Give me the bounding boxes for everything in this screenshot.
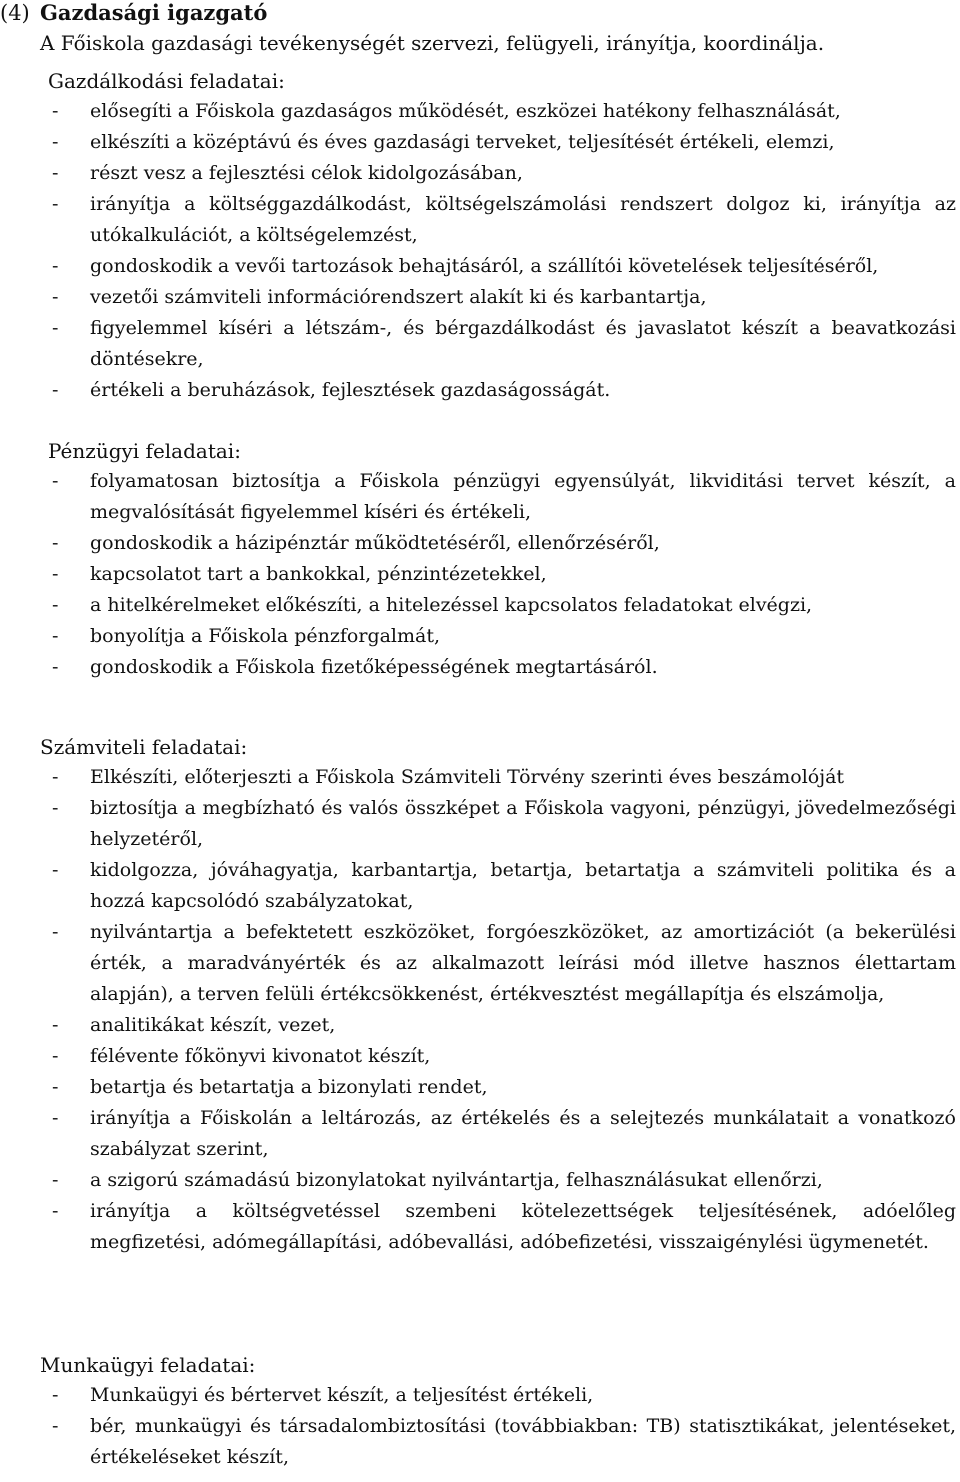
item-text: nyilvántartja a befektetett eszközöket, forgóeszközöket, az amortizációt (a bekerülési érték, a maradványérték és az alkalmazott leírási mód illetve hasznos élettartam alapján), a terven felüli értékcsökkenést, értékvesztést megállapítja és elszámolja,	[90, 921, 956, 1005]
item-text: analitikákat készít, vezet,	[90, 1014, 336, 1036]
bullet-dash: -	[52, 532, 59, 554]
list-item	[0, 917, 960, 1010]
bullet-dash: -	[52, 625, 59, 647]
item-text: elősegíti a Főiskola gazdaságos működését, eszközei hatékony felhasználását,	[90, 100, 841, 122]
item-text: Elkészíti, előterjeszti a Főiskola Számviteli Törvény szerinti éves beszámolóját	[90, 766, 845, 788]
bullet-dash: -	[52, 921, 59, 943]
list-item	[0, 251, 960, 282]
list-item	[0, 621, 960, 652]
section-title: Gazdasági igazgató	[40, 0, 268, 25]
bullet-dash: -	[52, 470, 59, 492]
bullet-dash: -	[52, 1415, 59, 1437]
list-item	[0, 1103, 960, 1165]
list-item	[0, 313, 960, 375]
item-text: félévente főkönyvi kivonatot készít,	[90, 1045, 431, 1067]
list-item	[0, 1010, 960, 1041]
list-item	[0, 762, 960, 793]
bullet-dash: -	[52, 594, 59, 616]
section-gazdalkodasi	[0, 66, 960, 406]
list-item	[0, 127, 960, 158]
bullet-dash: -	[52, 1014, 59, 1036]
list-item	[0, 855, 960, 917]
list-item	[0, 528, 960, 559]
bullet-dash: -	[52, 100, 59, 122]
list-item	[0, 282, 960, 313]
bullet-dash: -	[52, 317, 59, 339]
bullet-dash: -	[52, 1045, 59, 1067]
bullet-dash: -	[52, 131, 59, 153]
item-text: irányítja a költségvetéssel szembeni kötelezettségek teljesítésének, adóelőleg megfizetési, adómegállapítási, adóbevallási, adóbefizetési, visszaigénylési ügymenetét.	[90, 1200, 956, 1253]
list-item	[0, 466, 960, 528]
bullet-dash: -	[52, 797, 59, 819]
list-item	[0, 1380, 960, 1411]
item-text: kidolgozza, jóváhagyatja, karbantartja, betartja, betartatja a számviteli politika és a hozzá kapcsolódó szabályzatokat,	[90, 859, 956, 912]
list-item	[0, 1196, 960, 1258]
bullet-dash: -	[52, 563, 59, 585]
bullet-dash: -	[52, 1107, 59, 1129]
bullet-dash: -	[52, 1169, 59, 1191]
list-item	[0, 96, 960, 127]
item-text: irányítja a költséggazdálkodást, költségelszámolási rendszert dolgoz ki, irányítja az utókalkulációt, a költségelemzést,	[90, 193, 956, 246]
section-number: (4)	[0, 1, 30, 25]
item-text: figyelemmel kíséri a létszám-, és bérgazdálkodást és javaslatot készít a beavatkozási döntésekre,	[90, 317, 956, 370]
subsection-title: Gazdálkodási feladatai:	[48, 69, 285, 93]
intro-paragraph: A Főiskola gazdasági tevékenységét szervezi, felügyeli, irányítja, koordinálja.	[40, 31, 825, 55]
item-text: bonyolítja a Főiskola pénzforgalmát,	[90, 625, 441, 647]
subsection-title: Munkaügyi feladatai:	[40, 1353, 256, 1377]
subsection-title: Pénzügyi feladatai:	[48, 439, 241, 463]
item-text: folyamatosan biztosítja a Főiskola pénzügyi egyensúlyát, likviditási tervet készít, a megvalósítását figyelemmel kíséri és értékeli,	[90, 470, 956, 523]
bullet-dash: -	[52, 656, 59, 678]
list-item	[0, 1041, 960, 1072]
list-item	[0, 559, 960, 590]
bullet-dash: -	[52, 859, 59, 881]
item-text: biztosítja a megbízható és valós összképet a Főiskola vagyoni, pénzügyi, jövedelmezőségi helyzetéről,	[90, 797, 956, 850]
bullet-dash: -	[52, 162, 59, 184]
list-item	[0, 793, 960, 855]
bullet-dash: -	[52, 1076, 59, 1098]
list-item	[0, 1411, 960, 1473]
item-text: betartja és betartatja a bizonylati rendet,	[90, 1076, 488, 1098]
task-list	[0, 466, 960, 683]
list-item	[0, 158, 960, 189]
list-item	[0, 189, 960, 251]
section-munkaugyi	[0, 1350, 960, 1473]
task-list	[0, 762, 960, 1258]
list-item	[0, 590, 960, 621]
item-text: gondoskodik a házipénztár működtetéséről, ellenőrzéséről,	[90, 532, 660, 554]
item-text: kapcsolatot tart a bankokkal, pénzintézetekkel,	[90, 563, 547, 585]
section-heading	[0, 0, 267, 26]
subsection-title: Számviteli feladatai:	[40, 735, 248, 759]
item-text: értékeli a beruházások, fejlesztések gazdaságosságát.	[90, 379, 611, 401]
bullet-dash: -	[52, 379, 59, 401]
bullet-dash: -	[52, 255, 59, 277]
item-text: gondoskodik a Főiskola fizetőképességének megtartásáról.	[90, 656, 658, 678]
item-text: irányítja a Főiskolán a leltározás, az értékelés és a selejtezés munkálatait a vonatkozó szabályzat szerint,	[90, 1107, 956, 1160]
item-text: a szigorú számadású bizonylatokat nyilvántartja, felhasználásukat ellenőrzi,	[90, 1169, 823, 1191]
item-text: Munkaügyi és bértervet készít, a teljesítést értékeli,	[90, 1384, 594, 1406]
section-szamviteli	[0, 732, 960, 1258]
list-item	[0, 652, 960, 683]
item-text: vezetői számviteli információrendszert alakít ki és karbantartja,	[90, 286, 707, 308]
section-penzugyi	[0, 436, 960, 683]
item-text: bér, munkaügyi és társadalombiztosítási (továbbiakban: TB) statisztikákat, jelentéseket, értékeléseket készít,	[90, 1415, 956, 1468]
item-text: gondoskodik a vevői tartozások behajtásáról, a szállítói követelések teljesítéséről,	[90, 255, 879, 277]
bullet-dash: -	[52, 766, 59, 788]
list-item	[0, 1072, 960, 1103]
item-text: részt vesz a fejlesztési célok kidolgozásában,	[90, 162, 523, 184]
item-text: elkészíti a középtávú és éves gazdasági terveket, teljesítését értékeli, elemzi,	[90, 131, 835, 153]
bullet-dash: -	[52, 1384, 59, 1406]
bullet-dash: -	[52, 1200, 59, 1222]
list-item	[0, 1165, 960, 1196]
task-list	[0, 1380, 960, 1473]
task-list	[0, 96, 960, 406]
bullet-dash: -	[52, 286, 59, 308]
bullet-dash: -	[52, 193, 59, 215]
item-text: a hitelkérelmeket előkészíti, a hitelezéssel kapcsolatos feladatokat elvégzi,	[90, 594, 813, 616]
list-item	[0, 375, 960, 406]
